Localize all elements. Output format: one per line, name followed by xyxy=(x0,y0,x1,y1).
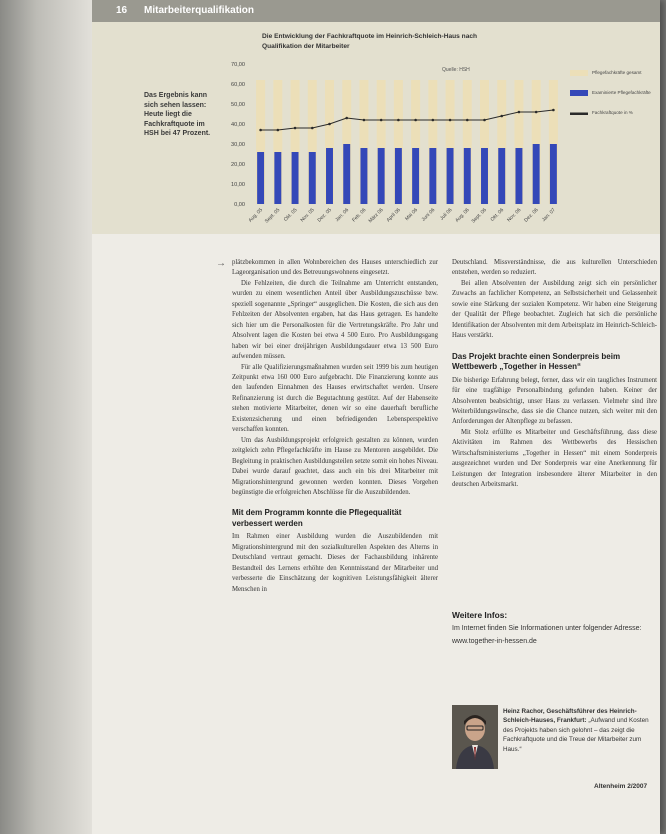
info-text: Im Internet finden Sie Informationen unter folgender Adresse: xyxy=(452,625,642,632)
paragraph: Im Rahmen einer Ausbildung wurden die Auszubildenden mit Migrationshintergrund mit den sozialkulturellen Aspekten des Alterns in Deutschland vertraut gemacht. Dieses der Fachausbildung inhärente Bestandteil des Lernens erhöhte den Kenntnisstand der Mitarbeiter und verbesserte die Einschätzung der kognitiven Leistungsfähigkeit älterer Menschen in xyxy=(232,533,438,593)
y-tick-label: 50,00 xyxy=(231,102,245,108)
figure-caption-note: Das Ergebnis kann sich sehen lassen: Heute liegt die Fachkraftquote im HSH bei 47 Prozent. xyxy=(144,92,211,137)
line-point xyxy=(277,129,280,132)
paragraph: Die Fehlzeiten, die durch die Teilnahme am Unterricht entstanden, wurden zu einem wesentlichen Anteil über Ausbildungszuschüsse bzw. speziell sogenannte „Springer“ ausgeglichen. Die Kosten, die sich aus den Fehlzeiten der Absolventen ergaben, hat das Haus getragen. Es handelte sich hier um die Personalkosten für die Vertretungskräfte. Pro Jahr und Absolvent lagen die Kosten bei etwa 4 500 Euro. Pro Ausbildungsgang haben wir bei einer dreijährigen Ausbildungsdauer etwa 13 500 Euro aufwenden müssen. xyxy=(232,279,438,361)
line-point xyxy=(449,119,452,122)
line-point xyxy=(380,119,383,122)
bar-examined xyxy=(326,148,333,204)
paragraph: Für alle Qualifizierungsmaßnahmen wurden seit 1999 bis zum heutigen Zeitpunkt etwa 160 000 Euro aufgebracht. Die Finanzierung konnte aus den laufenden Einnahmen des Hauses erwirtschaftet werden. Unsere Refinanzierung ist durch die Begutachtung gestützt. Auf der Habenseite stehen motivierte Mitarbeiter, denen wir so eine dauerhaft berufliche Existenzsicherung und einen befriedigenden Lebensperspektive verschaffen konnten. xyxy=(232,363,438,434)
info-url-link[interactable]: www.together-in-hessen.de xyxy=(452,638,537,645)
quote-text: „Aufwand und Kosten des Projekts haben sich gelohnt – das zeigt die Fachkraftquote und die Treue der Mitarbeiter zum Haus.“ xyxy=(503,717,649,753)
x-tick-label: Juli 06 xyxy=(439,207,454,222)
legend-entry: Examinierte Pflegefachkräfte xyxy=(592,90,651,95)
continue-arrow-icon: → xyxy=(216,258,226,269)
x-tick-label: März 06 xyxy=(367,207,385,225)
line-point xyxy=(397,119,400,122)
legend-entry: Fachkraftquote in % xyxy=(592,110,633,115)
line-point xyxy=(259,129,262,132)
y-tick-label: 40,00 xyxy=(231,122,245,128)
x-tick-label: Aug. 05 xyxy=(247,207,265,224)
section-title: Mitarbeiterqualifikation xyxy=(144,5,255,16)
y-tick-label: 70,00 xyxy=(231,62,245,68)
author-quote xyxy=(503,707,658,754)
y-tick-label: 20,00 xyxy=(231,162,245,168)
bar-examined xyxy=(257,152,264,204)
legend-swatch xyxy=(570,70,588,76)
bar-examined xyxy=(292,152,299,204)
x-tick-label: Dez. 05 xyxy=(316,207,333,224)
line-point xyxy=(552,109,555,112)
x-tick-label: April 06 xyxy=(385,207,402,224)
paragraph: Um das Ausbildungsprojekt erfolgreich gestalten zu können, wurden zeitgleich zehn Pflegefachkräfte im Hause zu Mentoren ausgebildet. Die Begleitung in praktischen Ausbildungsteilen setzte somit ein hohes Niveau. Dabei wurde darauf geachtet, dass auch ein bis drei Mitarbeiter mit Migrationshintergrund gewonnen werden konnten. Dieses Vorgehen begünstigte die erfolgreichen Abschlüsse für die Auszubildenden. xyxy=(232,436,438,496)
x-tick-label: Juni 06 xyxy=(420,207,437,223)
line-point xyxy=(432,119,435,122)
line-point xyxy=(483,119,486,122)
bar-examined xyxy=(464,148,471,204)
person-portrait-icon xyxy=(452,705,498,769)
bar-examined xyxy=(498,148,505,204)
subheading: Das Projekt brachte einen Sonderpreis beim Wettbewerb „Together in Hessen“ xyxy=(452,351,621,372)
paragraph: plätzbekommen in allen Wohnbereichen des Hauses unterschiedlich zur Lageorganisation und des Betreuungswohnens eingesetzt. xyxy=(232,259,438,277)
paragraph: Bei allen Absolventen der Ausbildung zeigt sich ein persönlicher Zuwachs an fachlicher Kompetenz, an Selbstsicherheit und Gelassenheit sowie eine Stärkung der sozialen Kompetenz. Wir haben eine Steigerung der Qualität der Pflege beobachtet. Zugleich hat sich die persönliche Identifikation der Absolventen mit dem Arbeitsplatz im Heinrich-Schleich-Haus verstärkt. xyxy=(452,279,657,340)
bar-examined xyxy=(447,148,454,204)
line-point xyxy=(363,119,366,122)
line-point xyxy=(518,111,521,114)
page-number: 16 xyxy=(116,5,128,16)
y-tick-label: 10,00 xyxy=(231,182,245,188)
y-tick-label: 60,00 xyxy=(231,82,245,88)
article-column-right xyxy=(452,258,657,491)
line-point xyxy=(500,115,503,118)
line-point xyxy=(535,111,538,114)
legend-swatch xyxy=(570,90,588,96)
line-point xyxy=(345,117,348,120)
y-tick-label: 30,00 xyxy=(231,142,245,148)
subheading: Mit dem Programm konnte die Pflegequalität verbessert werden xyxy=(232,508,402,528)
bar-examined xyxy=(515,148,522,204)
quote-author: Heinz Rachor, Geschäftsführer des Heinrich-Schleich-Hauses, Frankfurt: xyxy=(503,708,637,725)
bar-examined xyxy=(481,148,488,204)
y-tick-label: 0,00 xyxy=(234,202,245,208)
bar-examined xyxy=(429,148,436,204)
x-tick-label: Nov. 06 xyxy=(506,207,523,224)
legend-entry: Pflegefachkräfte gesamt xyxy=(592,70,642,75)
x-tick-label: Sept. 05 xyxy=(263,207,282,225)
x-tick-label: Okt. 05 xyxy=(282,207,299,223)
bar-examined xyxy=(343,144,350,204)
paragraph: Deutschland. Missverständnisse, die aus kulturellen Unterschieden entstehen, werden so reduziert. xyxy=(452,259,657,277)
chart-title: Die Entwicklung der Fachkraftquote im Heinrich-Schleich-Haus nach Qualifikation der Mitarbeiter xyxy=(262,33,478,50)
x-tick-label: Aug. 06 xyxy=(454,207,471,224)
x-tick-label: Mai 06 xyxy=(404,207,420,223)
bar-examined xyxy=(360,148,367,204)
bar-examined xyxy=(533,144,540,204)
page-binding-shadow xyxy=(0,0,92,834)
legend-swatch xyxy=(570,113,588,116)
x-tick-label: Okt. 06 xyxy=(489,207,506,223)
bar-examined xyxy=(378,148,385,204)
line-point xyxy=(414,119,417,122)
article-column-left xyxy=(232,258,438,595)
x-tick-label: Jan. 07 xyxy=(540,207,557,224)
line-point xyxy=(311,127,314,130)
line-point xyxy=(328,123,331,126)
bar-examined xyxy=(274,152,281,204)
paragraph: Die bisherige Erfahrung belegt, ferner, dass wir ein taugliches Instrument für eine tragfähige Personalbindung gefunden haben. Keiner der Absolventen beabsichtigt, unser Haus zu verlassen. Vielmehr sind ihre Weiterbildungswünsche, dass sie die Chance nutzen, sich weiter mit den Anforderungen der Altenpflege zu befassen. xyxy=(452,376,657,426)
bar-examined xyxy=(395,148,402,204)
bar-examined xyxy=(550,144,557,204)
line-point xyxy=(294,127,297,130)
x-tick-label: Sept. 06 xyxy=(470,207,488,225)
author-portrait xyxy=(452,705,498,769)
chart-top-label: Quelle: HSH xyxy=(442,67,470,73)
bar-examined xyxy=(412,148,419,204)
x-tick-label: Jan. 06 xyxy=(334,207,351,224)
series-line-fachkraftquote xyxy=(261,110,554,130)
paragraph: Mit Stolz erfüllte es Mitarbeiter und Geschäftsführung, dass diese Aktivitäten im Rahmen des Wettbewerbs des Hessischen Wirtschaftsministeriums „Together in Hessen“ mit einem Sonderpreis ausgezeichnet wurden und Der Sonderpreis war eine Anerkennung für Leistungen der Integration insbesondere älterer Mitarbeiter in den deutschen Arbeitsmarkt. xyxy=(452,428,657,489)
x-tick-label: Dez. 06 xyxy=(523,207,540,224)
bar-examined xyxy=(309,152,316,204)
line-point xyxy=(466,119,469,122)
x-tick-label: Nov. 05 xyxy=(299,207,316,224)
footer-brand: Altenheim 2/2007 xyxy=(594,783,648,790)
further-info-box xyxy=(452,610,657,647)
info-heading: Weitere Infos: xyxy=(452,610,508,620)
x-tick-label: Feb. 06 xyxy=(351,207,368,224)
